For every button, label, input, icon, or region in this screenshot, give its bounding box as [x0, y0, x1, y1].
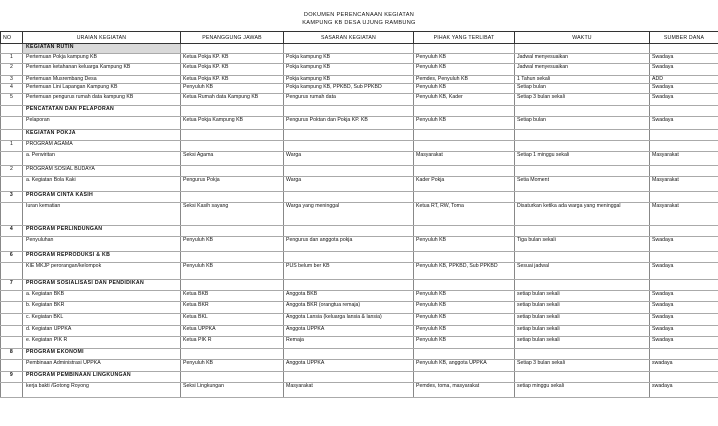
cell-sumber: Masyarakat [650, 152, 718, 166]
cell-sasaran: Masyarakat [284, 383, 414, 398]
section-row [1, 372, 718, 383]
cell-sasaran: Remaja [284, 337, 414, 349]
cell-no [1, 337, 23, 349]
cell-sasaran [284, 44, 414, 54]
cell-penanggung [181, 192, 284, 203]
cell-sasaran [284, 280, 414, 291]
cell-pihak: Penyuluh KB [414, 337, 515, 349]
cell-sumber: Swadaya [650, 84, 718, 94]
cell-waktu [515, 192, 650, 203]
table-row [1, 263, 718, 280]
cell-pihak: Penyuluh KB [414, 64, 515, 76]
cell-no [1, 203, 23, 226]
cell-waktu: setiap bulan sekali [515, 302, 650, 314]
cell-no: 3 [1, 76, 23, 84]
cell-no [1, 263, 23, 280]
table-row [1, 84, 718, 94]
table-row [1, 337, 718, 349]
table-row [1, 383, 718, 398]
cell-penanggung [181, 166, 284, 177]
section-row [1, 280, 718, 291]
cell-penanggung [181, 141, 284, 152]
cell-waktu: Jadwal menyesuaikan [515, 54, 650, 64]
cell-sasaran: Anggota Lansia (keluarga lansia & lansia) [284, 314, 414, 326]
table-row [1, 291, 718, 302]
cell-pihak: Kader Pokja [414, 177, 515, 192]
cell-sasaran: Pokja kampung KB [284, 64, 414, 76]
cell-sasaran [284, 141, 414, 152]
header-sumber: SUMBER DANA [650, 32, 718, 44]
cell-sumber [650, 349, 718, 360]
cell-waktu: setiap bulan sekali [515, 337, 650, 349]
section-row [1, 192, 718, 203]
cell-uraian: PENCATATAN DAN PELAPORAN [23, 106, 181, 117]
section-row [1, 130, 718, 141]
document-header [0, 11, 718, 27]
cell-penanggung: Seksi Agama [181, 152, 284, 166]
cell-sumber: ADD [650, 76, 718, 84]
section-row [1, 226, 718, 237]
cell-waktu [515, 252, 650, 263]
cell-sumber [650, 44, 718, 54]
cell-no [1, 302, 23, 314]
cell-pihak: Penyuluh KB [414, 84, 515, 94]
table-row [1, 94, 718, 106]
section-row [1, 252, 718, 263]
table-row [1, 203, 718, 226]
cell-no [1, 291, 23, 302]
cell-penanggung: Penyuluh KB [181, 263, 284, 280]
cell-no: 4 [1, 84, 23, 94]
cell-pihak: Penyuluh KB [414, 326, 515, 337]
cell-no [1, 130, 23, 141]
cell-waktu: Setiap bulan [515, 84, 650, 94]
cell-sasaran: Anggota BKR (orangtua remaja) [284, 302, 414, 314]
table-row [1, 141, 718, 152]
cell-pihak [414, 192, 515, 203]
cell-sasaran [284, 166, 414, 177]
cell-uraian: PROGRAM EKONOMI [23, 349, 181, 360]
cell-sumber [650, 141, 718, 152]
table-row [1, 302, 718, 314]
cell-sasaran: Pengurus dan anggota pokja [284, 237, 414, 252]
cell-sasaran [284, 130, 414, 141]
cell-sumber: Masyarakat [650, 203, 718, 226]
table-header-row [1, 32, 718, 44]
cell-waktu [515, 166, 650, 177]
cell-no: 1 [1, 54, 23, 64]
cell-uraian: Pembinaan Administrasi UPPKA [23, 360, 181, 372]
table-body [1, 44, 718, 398]
header-sasaran: SASARAN KEGIATAN [284, 32, 414, 44]
cell-pihak: Masyarakat [414, 152, 515, 166]
cell-no [1, 117, 23, 130]
cell-pihak: Penyuluh KB [414, 314, 515, 326]
cell-pihak: Pemdes, toma, masyarakat [414, 383, 515, 398]
cell-sasaran: Pokja kampung KB [284, 76, 414, 84]
header-no: NO [1, 32, 23, 44]
cell-no [1, 177, 23, 192]
table-row [1, 326, 718, 337]
cell-no [1, 383, 23, 398]
cell-uraian: Pertemuan pengurus rumah data kampung KB [23, 94, 181, 106]
cell-penanggung: Ketua UPPKA [181, 326, 284, 337]
cell-waktu: Setiap 1 minggu sekali [515, 152, 650, 166]
header-pihak: PIHAK YANG TERLIBAT [414, 32, 515, 44]
planning-table [0, 31, 718, 398]
cell-sumber: Swadaya [650, 117, 718, 130]
cell-sumber [650, 166, 718, 177]
table-row [1, 64, 718, 76]
table-row [1, 360, 718, 372]
cell-uraian: kerja bakti /Gotong Royong [23, 383, 181, 398]
cell-penanggung: Ketua Pokja Kampung KB [181, 117, 284, 130]
cell-sumber [650, 252, 718, 263]
cell-sumber: Swadaya [650, 326, 718, 337]
cell-penanggung: Seksi Kasih sayang [181, 203, 284, 226]
cell-uraian: KEGIATAN RUTIN [23, 44, 181, 54]
cell-no: 9 [1, 372, 23, 383]
cell-uraian: PROGRAM AGAMA [23, 141, 181, 152]
cell-uraian: b. Kegiatan BKR [23, 302, 181, 314]
cell-uraian: Pelaporan [23, 117, 181, 130]
cell-penanggung [181, 349, 284, 360]
cell-sasaran: Warga yang meninggal [284, 203, 414, 226]
cell-penanggung [181, 226, 284, 237]
cell-no [1, 360, 23, 372]
cell-pihak: Ketua RT, RW, Toma [414, 203, 515, 226]
cell-sumber: Swadaya [650, 302, 718, 314]
cell-waktu: Sesuai jadwal [515, 263, 650, 280]
cell-no [1, 326, 23, 337]
cell-sumber: Swadaya [650, 94, 718, 106]
cell-waktu: Jadwal menyesuaikan [515, 64, 650, 76]
cell-pihak [414, 130, 515, 141]
cell-penanggung: Penyuluh KB [181, 360, 284, 372]
cell-pihak [414, 349, 515, 360]
cell-sasaran [284, 226, 414, 237]
table-row [1, 166, 718, 177]
document-title: DOKUMEN PERENCANAAN KEGIATAN [303, 12, 415, 18]
cell-sumber: Swadaya [650, 291, 718, 302]
cell-waktu [515, 106, 650, 117]
cell-penanggung: Ketua Pokja KP. KB [181, 76, 284, 84]
cell-no [1, 106, 23, 117]
cell-pihak [414, 226, 515, 237]
cell-waktu: Setiap bulan [515, 117, 650, 130]
cell-penanggung: Ketua Rumah data Kampung KB [181, 94, 284, 106]
cell-sumber [650, 192, 718, 203]
cell-pihak: Penyuluh KB [414, 291, 515, 302]
cell-uraian: PROGRAM SOSIALISASI DAN PENDIDIKAN [23, 280, 181, 291]
cell-no: 6 [1, 252, 23, 263]
cell-waktu [515, 280, 650, 291]
cell-sasaran [284, 349, 414, 360]
cell-sumber: Swadaya [650, 64, 718, 76]
cell-penanggung: Penyuluh KB [181, 237, 284, 252]
header-uraian: URAIAN KEGIATAN [23, 32, 181, 44]
cell-no: 7 [1, 280, 23, 291]
cell-no [1, 237, 23, 252]
cell-pihak [414, 166, 515, 177]
cell-sumber [650, 372, 718, 383]
cell-sumber [650, 130, 718, 141]
table-row [1, 314, 718, 326]
cell-pihak: Penyuluh KB, Kader [414, 94, 515, 106]
cell-penanggung: Ketua BKR [181, 302, 284, 314]
cell-waktu [515, 130, 650, 141]
header-waktu: WAKTU [515, 32, 650, 44]
document-subtitle: KAMPUNG KB DESA UJUNG RAMBUNG [302, 20, 416, 26]
cell-pihak: Penyuluh KB [414, 302, 515, 314]
cell-sasaran [284, 106, 414, 117]
cell-uraian: e. Kegiatan PIK R [23, 337, 181, 349]
cell-no: 1 [1, 141, 23, 152]
cell-no: 3 [1, 192, 23, 203]
cell-sasaran: Anggota BKB [284, 291, 414, 302]
cell-pihak [414, 106, 515, 117]
cell-pihak [414, 280, 515, 291]
cell-sasaran [284, 372, 414, 383]
cell-no: 2 [1, 64, 23, 76]
cell-sasaran: Anggota UPPKA [284, 326, 414, 337]
cell-sumber [650, 106, 718, 117]
cell-uraian: c. Kegiatan BKL [23, 314, 181, 326]
cell-sasaran: Warga [284, 152, 414, 166]
cell-sasaran: Pengurus rumah data [284, 94, 414, 106]
cell-no: 8 [1, 349, 23, 360]
cell-no [1, 152, 23, 166]
cell-no [1, 44, 23, 54]
cell-sasaran: Warga [284, 177, 414, 192]
cell-penanggung: Ketua BKL [181, 314, 284, 326]
cell-uraian: PROGRAM SOSIAL BUDAYA [23, 166, 181, 177]
cell-sasaran: Pengurus Poktan dan Pokja KP. KB [284, 117, 414, 130]
cell-sasaran: Anggota UPPKA [284, 360, 414, 372]
cell-sumber: Masyarakat [650, 177, 718, 192]
cell-penanggung [181, 106, 284, 117]
cell-sasaran: PUS belum ber KB [284, 263, 414, 280]
cell-sasaran [284, 252, 414, 263]
cell-pihak [414, 252, 515, 263]
cell-sumber: Swadaya [650, 337, 718, 349]
cell-penanggung [181, 252, 284, 263]
cell-penanggung: Ketua BKB [181, 291, 284, 302]
cell-sumber: swadaya [650, 360, 718, 372]
cell-waktu [515, 372, 650, 383]
cell-uraian: PROGRAM CINTA KASIH [23, 192, 181, 203]
cell-sasaran: Pokja kampung KB, PPKBD, Sub PPKBD [284, 84, 414, 94]
cell-waktu: setiap minggu sekali [515, 383, 650, 398]
cell-uraian: Pertemuan Lini Lapangan Kampung KB [23, 84, 181, 94]
cell-pihak: Penyuluh KB [414, 117, 515, 130]
cell-uraian: a. Kegiatan Bola Kaki [23, 177, 181, 192]
cell-pihak: Penyuluh KB [414, 54, 515, 64]
cell-waktu: setiap bulan sekali [515, 291, 650, 302]
table-row [1, 54, 718, 64]
cell-uraian: a. Perwiritan [23, 152, 181, 166]
cell-sumber: Swadaya [650, 237, 718, 252]
cell-uraian: d. Kegiatan UPPKA [23, 326, 181, 337]
cell-uraian: KEGIATAN POKJA [23, 130, 181, 141]
section-row [1, 349, 718, 360]
cell-penanggung [181, 44, 284, 54]
cell-sumber [650, 226, 718, 237]
cell-no [1, 314, 23, 326]
table-row [1, 237, 718, 252]
cell-penanggung: Ketua Pokja KP. KB [181, 64, 284, 76]
cell-waktu [515, 226, 650, 237]
cell-waktu [515, 141, 650, 152]
cell-pihak: Pemdes, Penyuluh KB [414, 76, 515, 84]
cell-uraian: Pertemuan Musrembang Desa [23, 76, 181, 84]
cell-penanggung: Ketua Pokja KP. KB [181, 54, 284, 64]
cell-sasaran [284, 192, 414, 203]
cell-sumber: swadaya [650, 383, 718, 398]
cell-no: 5 [1, 94, 23, 106]
cell-uraian: Pertemuan ketahanan keluarga Kampung KB [23, 64, 181, 76]
cell-waktu [515, 349, 650, 360]
cell-sumber: Swadaya [650, 314, 718, 326]
cell-pihak: Penyuluh KB [414, 237, 515, 252]
cell-waktu: setiap bulan sekali [515, 326, 650, 337]
cell-uraian: Pertemuan Pokja kampung KB [23, 54, 181, 64]
cell-waktu: Setia Moment [515, 177, 650, 192]
cell-pihak: Penyuluh KB, PPKBD, Sub PPKBD [414, 263, 515, 280]
cell-uraian: a. Kegiatan BKB [23, 291, 181, 302]
cell-waktu: setiap bulan sekali [515, 314, 650, 326]
section-row [1, 106, 718, 117]
cell-uraian: PROGRAM PEMBINAAN LINGKUNGAN [23, 372, 181, 383]
cell-penanggung: Penyuluh KB [181, 84, 284, 94]
cell-pihak: Penyuluh KB, anggota UPPKA [414, 360, 515, 372]
cell-uraian: KIE MKJP perorangan/kelompok [23, 263, 181, 280]
cell-sumber: Swadaya [650, 263, 718, 280]
table-row [1, 117, 718, 130]
table-row [1, 152, 718, 166]
table-row [1, 76, 718, 84]
cell-no: 2 [1, 166, 23, 177]
cell-waktu: Tiga bulan sekali [515, 237, 650, 252]
cell-pihak [414, 44, 515, 54]
header-penanggung: PENANGGUNG JAWAB [181, 32, 284, 44]
cell-penanggung: Seksi Lingkungan [181, 383, 284, 398]
cell-penanggung [181, 280, 284, 291]
cell-penanggung: Ketua PIK R [181, 337, 284, 349]
cell-uraian: Penyuluhan [23, 237, 181, 252]
cell-uraian: PROGRAM REPRODUKSI & KB [23, 252, 181, 263]
section-row [1, 44, 718, 54]
cell-waktu: Setiap 3 bulan sekali [515, 94, 650, 106]
cell-pihak [414, 141, 515, 152]
cell-waktu: Setiap 3 bulan sekali [515, 360, 650, 372]
cell-penanggung: Pengurus Pokja [181, 177, 284, 192]
cell-sasaran: Pokja kampung KB [284, 54, 414, 64]
cell-sumber: Swadaya [650, 54, 718, 64]
cell-uraian: PROGRAM PERLINDUNGAN [23, 226, 181, 237]
table-row [1, 177, 718, 192]
cell-waktu [515, 44, 650, 54]
cell-waktu: Disaturkan ketika ada warga yang meninggal [515, 203, 650, 226]
cell-uraian: Iuran kematian [23, 203, 181, 226]
cell-no: 4 [1, 226, 23, 237]
cell-waktu: 1 Tahun sekali [515, 76, 650, 84]
cell-penanggung [181, 130, 284, 141]
cell-sumber [650, 280, 718, 291]
cell-pihak [414, 372, 515, 383]
cell-penanggung [181, 372, 284, 383]
